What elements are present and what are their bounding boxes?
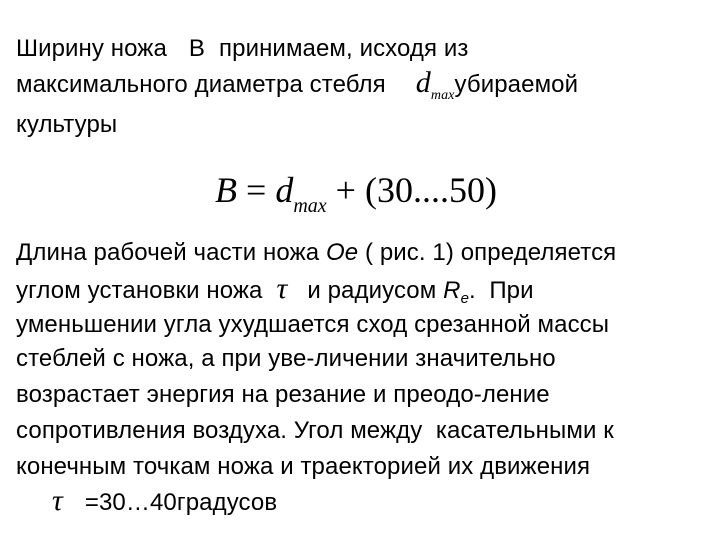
text: культуры: [16, 111, 118, 138]
paragraph1-line1: [16, 34, 469, 64]
text: конечным точкам ножа и траекторией их движения: [16, 453, 591, 480]
text: Ширину ножа: [16, 35, 167, 62]
variable-b: B: [188, 35, 206, 62]
paragraph2-line2: [16, 274, 534, 314]
formula-plus: +: [326, 170, 365, 210]
paragraph1-line3: [16, 110, 117, 140]
text: возрастает энергия на резание и преодо-ление: [16, 381, 550, 408]
paragraph2-line5: [16, 380, 550, 410]
text: ( рис. 1) определяется: [364, 239, 617, 266]
radius-subscript: e: [460, 290, 470, 307]
text: уменьшении угла ухудшается сход срезанной массы: [16, 311, 610, 338]
formula-equals: =: [237, 170, 276, 210]
formula-d: d: [275, 170, 294, 210]
oe-label: Oe: [325, 239, 359, 266]
variable-d: d: [415, 66, 431, 99]
paragraph2-line4: [16, 344, 556, 374]
paragraph2-line7: [16, 452, 590, 482]
text: Длина рабочей части ножа: [16, 239, 320, 266]
paragraph2-line1: [16, 238, 616, 268]
text: максимального диаметра стебля: [16, 71, 386, 98]
text: =30…40градусов: [84, 489, 278, 516]
formula-lhs: B: [215, 170, 237, 210]
tau-symbol: τ: [52, 484, 63, 517]
tau-symbol: τ: [276, 272, 288, 305]
paragraph2-line6: [16, 416, 614, 446]
formula: [215, 168, 497, 228]
text: стеблей с ножа, а при уве-личении значительно: [16, 345, 556, 372]
text: и радиусом: [307, 277, 437, 304]
paragraph2-line8: [16, 486, 277, 518]
paragraph1-line2: [16, 68, 578, 111]
text: сопротивления воздуха. Угол между касательными к: [16, 417, 614, 444]
paragraph2-line3: [16, 310, 609, 340]
radius-label: R: [443, 277, 461, 304]
text: углом установки ножа: [16, 277, 263, 304]
text: . При: [469, 277, 534, 304]
text: убираемой: [454, 71, 579, 98]
variable-d-subscript: max: [430, 88, 455, 103]
formula-d-subscript: max: [293, 195, 327, 217]
formula-range: (30....50): [364, 170, 497, 210]
text: принимаем, исходя из: [219, 35, 469, 62]
